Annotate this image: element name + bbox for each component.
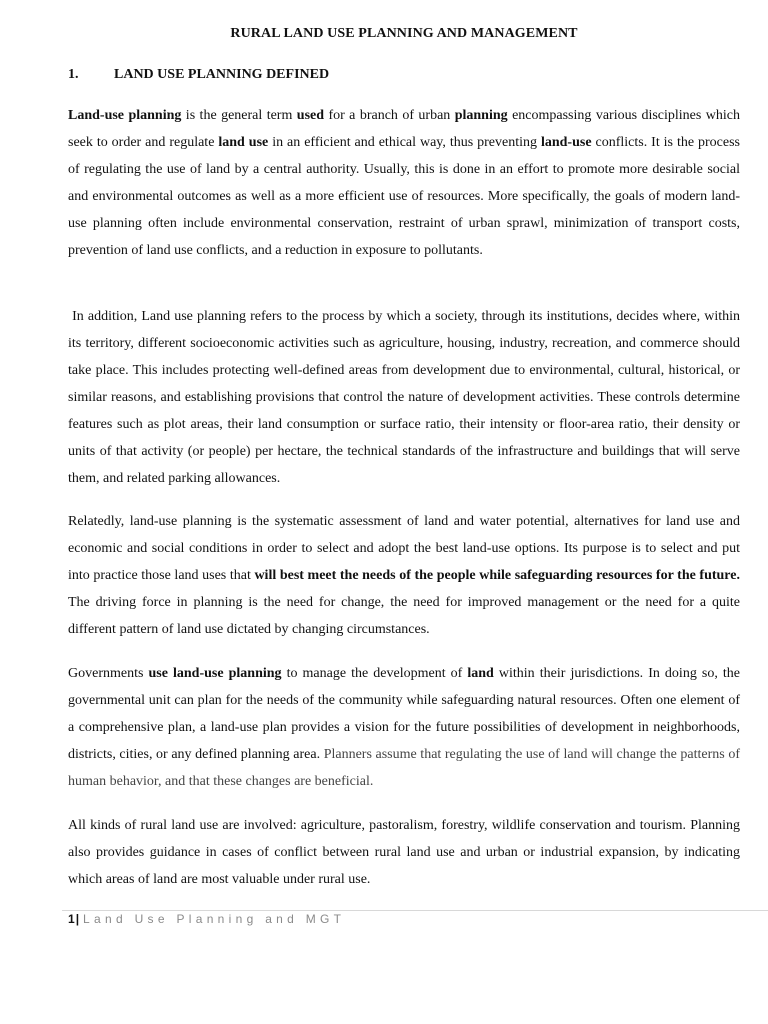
term-use-land-use-planning: use land-use planning	[148, 666, 282, 681]
page-footer	[68, 912, 345, 926]
running-title: Land Use Planning and MGT	[83, 912, 346, 926]
paragraph-text: Governments	[68, 666, 149, 681]
paragraph-governments	[68, 660, 740, 795]
footer-separator: |	[75, 912, 80, 926]
term-land-use: land use	[218, 135, 269, 150]
section-number: 1.	[68, 67, 79, 82]
paragraph-land-use-definition	[68, 102, 740, 264]
paragraph-rural-land-use: All kinds of rural land use are involved: agriculture, pastoralism, forestry, wildlife conservation and tourism. Planning also provides guidance in cases of conflict between rural land use and urban or industrial expansion, by indicating which areas of land are most valuable under rural use.	[68, 818, 740, 887]
page-number: 1	[68, 912, 75, 926]
emphasis-needs-of-people: will best meet the needs of the people while safeguarding resources for the future.	[254, 568, 740, 583]
paragraph-text: in an efficient and ethical way, thus preventing	[268, 135, 541, 150]
term-land-use-planning: Land-use planning	[68, 108, 182, 123]
paragraph-text: within their jurisdictions. In doing so, the governmental unit can plan for the needs of the community while safeguarding natural resources. Often one element of a comprehensive plan, a land-use plan provides a vision for the future possibilities of development in neighborhoods, districts, cities, or any defined planning area.	[68, 666, 740, 762]
term-land: land	[467, 666, 494, 681]
paragraph-text: is the general term	[181, 108, 297, 123]
term-planning: planning	[454, 108, 508, 123]
section-heading	[68, 67, 329, 83]
paragraph-text: The driving force in planning is the need for change, the need for improved management or the need for a quite different pattern of land use dictated by changing circumstances.	[68, 595, 740, 637]
term-land-use-hyphenated: land-use	[540, 135, 592, 150]
paragraph-in-addition: In addition, Land use planning refers to the process by which a society, through its institutions, decides where, within its territory, different socioeconomic activities such as agriculture, housing, industry, recreation, and commerce should take place. This includes protecting well-defined areas from development due to environmental, cultural, historical, or similar reasons, and establishing provisions that control the nature of development activities. These controls determine features such as plot areas, their land consumption or surface ratio, their intensity or floor-area ratio, their density or units of that activity (or people) per hectare, the technical standards of the infrastructure and buildings that will serve them, and related parking allowances.	[68, 309, 740, 486]
paragraph-text: Relatedly, land-use planning is the systematic assessment of land and water potential, alternatives for land use and economic and social conditions in order to select and adopt the best land-use options. Its purpose is to select and put into practice those land uses that	[68, 514, 740, 583]
paragraph-text: encompassing various disciplines which seek to order and regulate	[68, 108, 740, 150]
paragraph-relatedly	[68, 508, 740, 643]
footer-divider	[62, 910, 768, 911]
paragraph-text: conflicts. It is the process of regulating the use of land by a central authority. Usually, this is done in an effort to promote more desirable social and environmental outcomes as well as a more efficient use of resources. More specifically, the goals of modern land-use planning often include environmental conservation, restraint of urban sprawl, minimization of transport costs, prevention of land use conflicts, and a reduction in exposure to pollutants.	[68, 135, 740, 258]
paragraph-text: to manage the development of	[281, 666, 468, 681]
planners-assume-sentence: Planners assume that regulating the use of land will change the patterns of human behavior, and that these changes are beneficial.	[68, 747, 741, 789]
term-used: used	[296, 108, 325, 123]
section-heading-text: LAND USE PLANNING DEFINED	[114, 67, 330, 82]
paragraph-text: for a branch of urban	[324, 108, 455, 123]
document-title: RURAL LAND USE PLANNING AND MANAGEMENT	[230, 26, 578, 41]
